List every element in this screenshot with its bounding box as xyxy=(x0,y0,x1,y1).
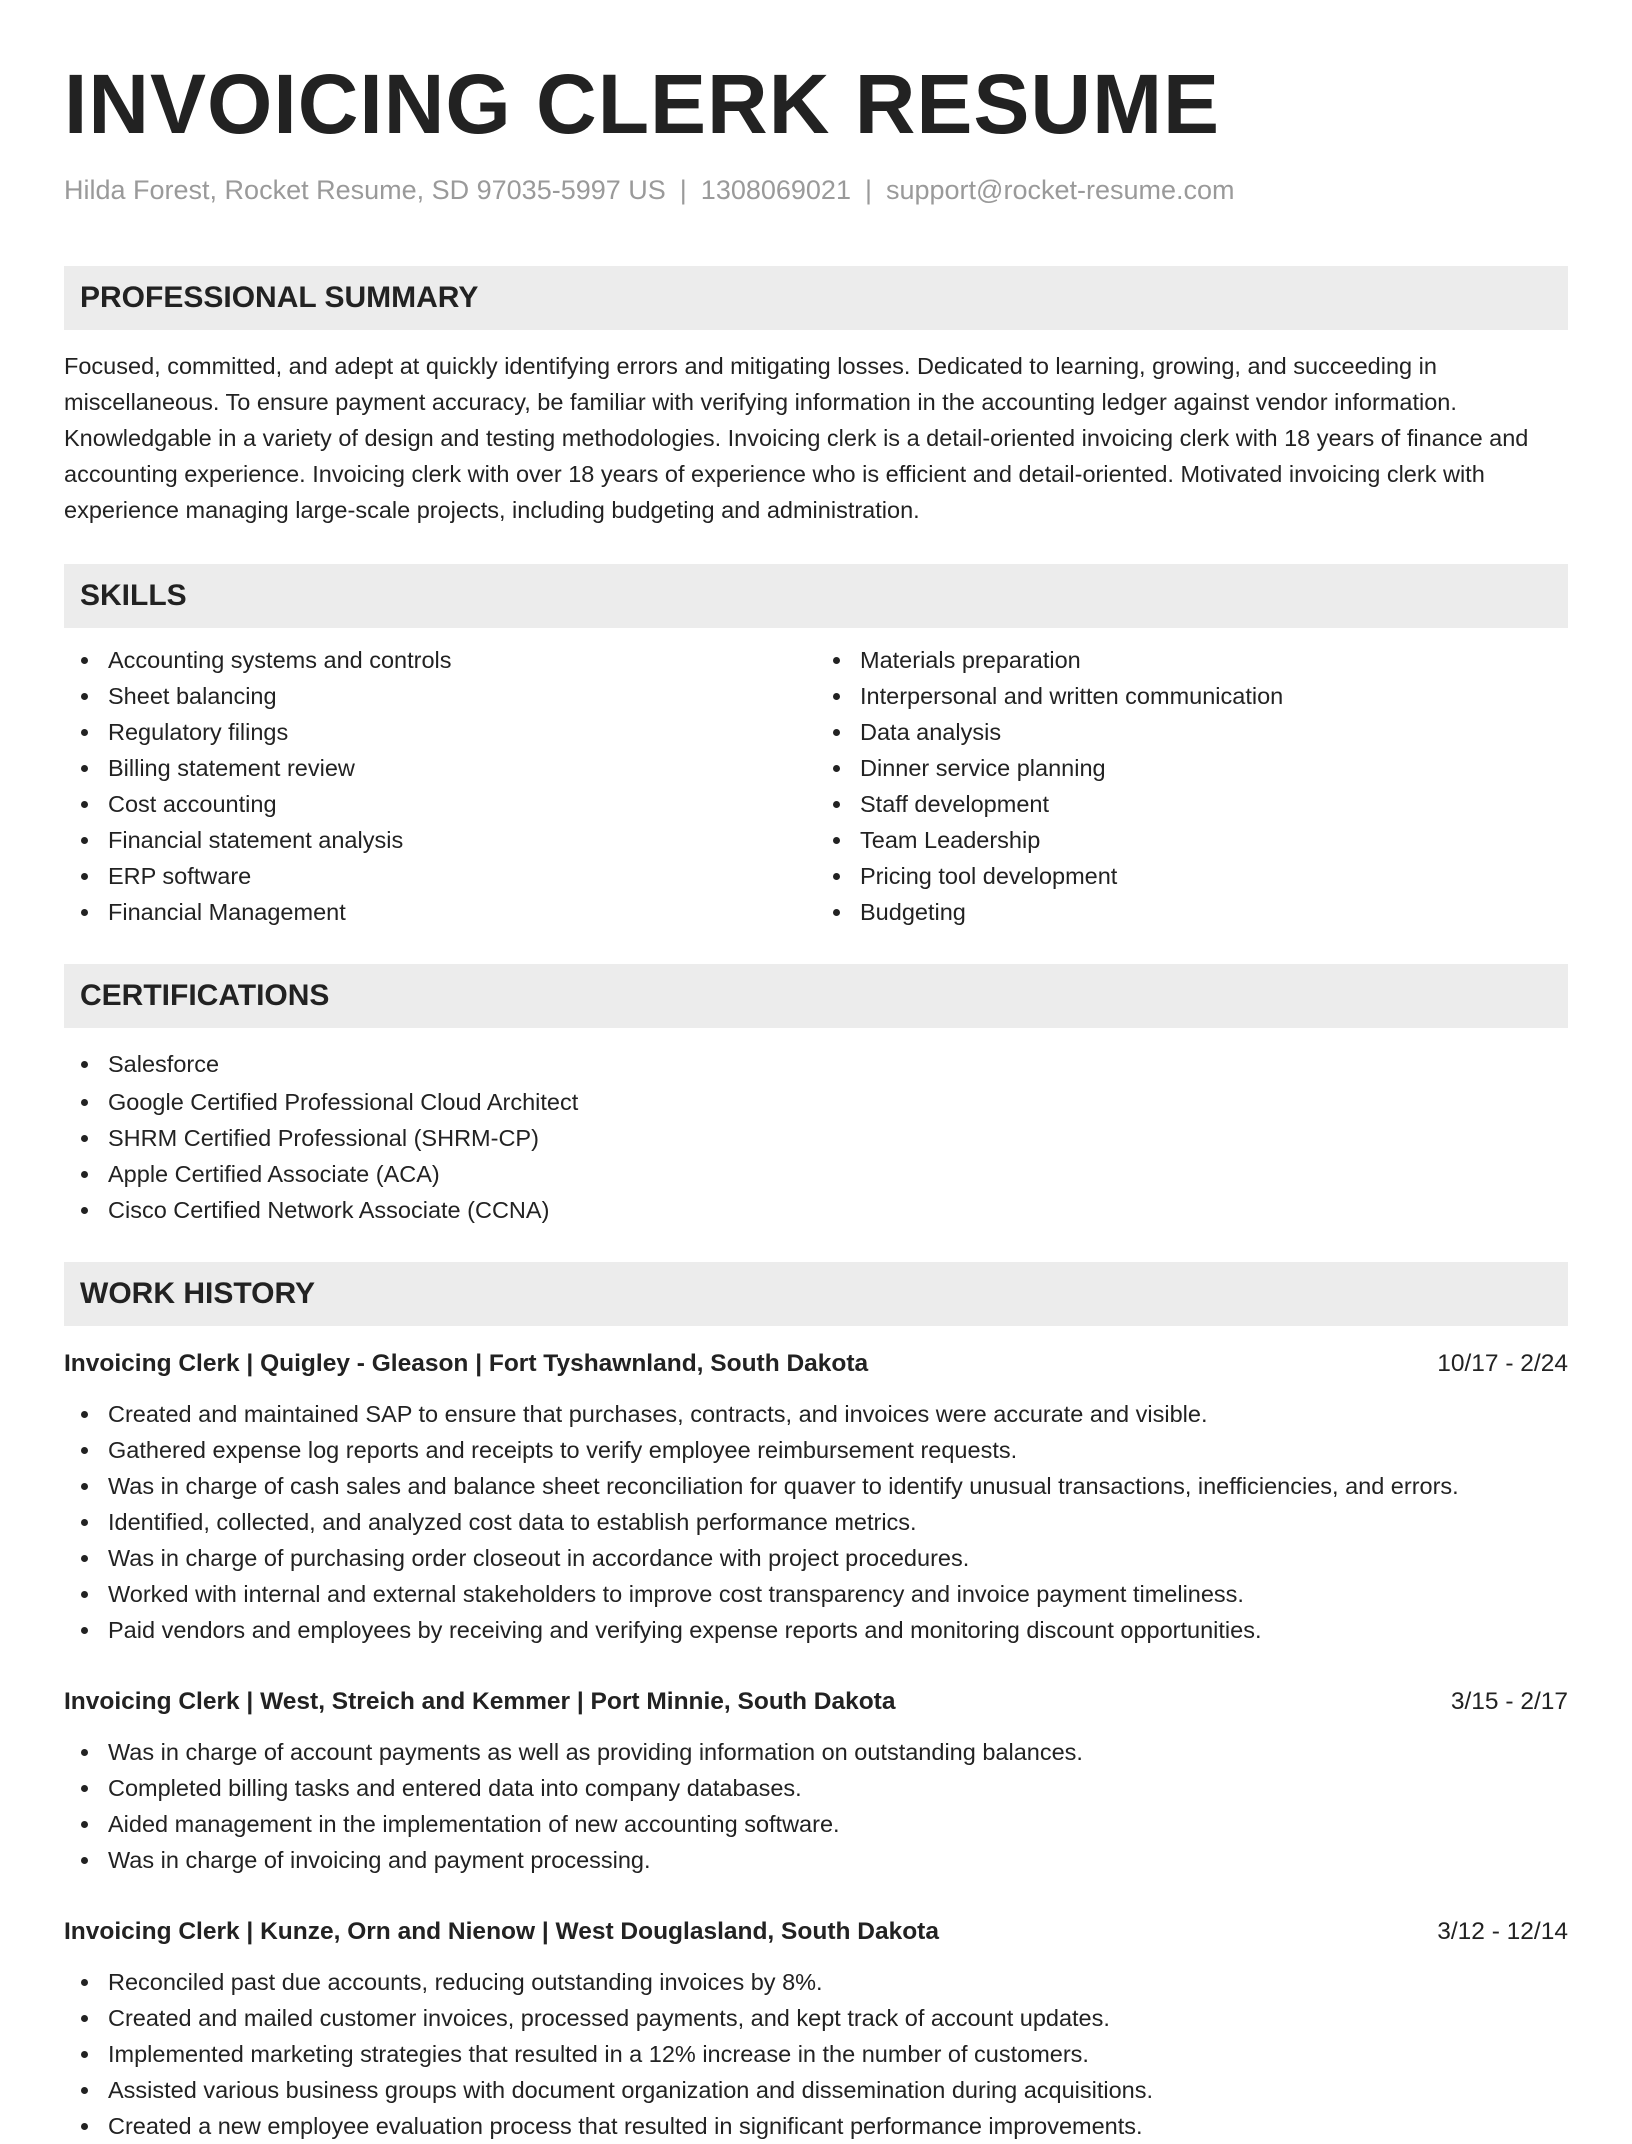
job-bullet: Created and mailed customer invoices, processed payments, and kept track of account updates. xyxy=(108,2000,1568,2036)
job-bullet: Was in charge of cash sales and balance sheet reconciliation for quaver to identify unusual transactions, inefficiencies, and errors. xyxy=(108,1468,1568,1504)
skills-columns xyxy=(64,642,1568,930)
job-title: Invoicing Clerk | Kunze, Orn and Nienow | West Douglasland, South Dakota xyxy=(64,1918,939,1945)
job-bullets xyxy=(64,1734,1568,1878)
job-bullet: Was in charge of account payments as well as providing information on outstanding balances. xyxy=(108,1734,1568,1770)
contact-separator: | xyxy=(864,175,872,205)
job-bullets xyxy=(64,1396,1568,1648)
skill-item: Staff development xyxy=(860,786,1568,822)
skill-item: ERP software xyxy=(108,858,816,894)
job-bullet: Paid vendors and employees by receiving and verifying expense reports and monitoring discount opportunities. xyxy=(108,1612,1568,1648)
job-bullet: Was in charge of invoicing and payment processing. xyxy=(108,1842,1568,1878)
certification-item: Salesforce xyxy=(108,1046,1568,1082)
summary-text: Focused, committed, and adept at quickly identifying errors and mitigating losses. Dedicated to learning, growing, and succeeding in miscellaneous. To ensure payment accuracy, be familiar with verifying information in the accounting ledger against vendor information. Knowledgable in a variety of design and testing methodologies. Invoicing clerk is a detail-oriented invoicing clerk with 18 years of finance and accounting experience. Invoicing clerk with over 18 years of experience who is efficient and detail-oriented. Motivated invoicing clerk with experience managing large-scale projects, including budgeting and administration. xyxy=(64,353,1529,523)
certification-item: Google Certified Professional Cloud Architect xyxy=(108,1084,1568,1120)
skill-item: Materials preparation xyxy=(860,642,1568,678)
job-header xyxy=(64,1914,1568,1950)
work-history-heading: WORK HISTORY xyxy=(64,1262,1568,1326)
job-dates: 10/17 - 2/24 xyxy=(1437,1350,1568,1377)
skill-item: Interpersonal and written communication xyxy=(860,678,1568,714)
job-title: Invoicing Clerk | West, Streich and Kemmer | Port Minnie, South Dakota xyxy=(64,1688,896,1715)
certification-item: Cisco Certified Network Associate (CCNA) xyxy=(108,1192,1568,1228)
skill-item: Financial statement analysis xyxy=(108,822,816,858)
skill-item: Accounting systems and controls xyxy=(108,642,816,678)
skills-heading: SKILLS xyxy=(64,564,1568,628)
job-bullets xyxy=(64,1964,1568,2144)
contact-address: Hilda Forest, Rocket Resume, SD 97035-5997 US xyxy=(64,175,666,205)
skill-item: Team Leadership xyxy=(860,822,1568,858)
certifications-heading: CERTIFICATIONS xyxy=(64,964,1568,1028)
job-bullet: Implemented marketing strategies that resulted in a 12% increase in the number of customers. xyxy=(108,2036,1568,2072)
skill-item: Regulatory filings xyxy=(108,714,816,750)
contact-email: support@rocket-resume.com xyxy=(885,175,1235,205)
skill-item: Budgeting xyxy=(860,894,1568,930)
skills-left-list xyxy=(64,642,816,930)
job-entry xyxy=(64,1914,1568,2144)
job-bullet: Created and maintained SAP to ensure that purchases, contracts, and invoices were accurate and visible. xyxy=(108,1396,1568,1432)
skill-item: Pricing tool development xyxy=(860,858,1568,894)
job-dates: 3/12 - 12/14 xyxy=(1437,1918,1568,1945)
certifications-list xyxy=(64,1046,1568,1228)
job-bullet: Completed billing tasks and entered data into company databases. xyxy=(108,1770,1568,1806)
job-dates: 3/15 - 2/17 xyxy=(1450,1688,1568,1715)
skill-item: Data analysis xyxy=(860,714,1568,750)
skill-item: Cost accounting xyxy=(108,786,816,822)
skills-right-list xyxy=(816,642,1568,930)
job-header xyxy=(64,1684,1568,1720)
skill-item: Sheet balancing xyxy=(108,678,816,714)
job-bullet: Identified, collected, and analyzed cost data to establish performance metrics. xyxy=(108,1504,1568,1540)
certification-item: SHRM Certified Professional (SHRM-CP) xyxy=(108,1120,1568,1156)
skill-item: Financial Management xyxy=(108,894,816,930)
job-bullet: Created a new employee evaluation process that resulted in significant performance improvements. xyxy=(108,2108,1568,2144)
job-bullet: Assisted various business groups with document organization and dissemination during acquisitions. xyxy=(108,2072,1568,2108)
certification-item: Apple Certified Associate (ACA) xyxy=(108,1156,1568,1192)
resume-title: INVOICING CLERK RESUME xyxy=(64,57,1221,151)
skill-item: Dinner service planning xyxy=(860,750,1568,786)
summary-heading: PROFESSIONAL SUMMARY xyxy=(64,266,1568,330)
contact-line xyxy=(64,170,1568,210)
contact-separator: | xyxy=(679,175,687,205)
job-entry xyxy=(64,1684,1568,1878)
job-bullet: Reconciled past due accounts, reducing outstanding invoices by 8%. xyxy=(108,1964,1568,2000)
job-bullet: Gathered expense log reports and receipts to verify employee reimbursement requests. xyxy=(108,1432,1568,1468)
job-bullet: Aided management in the implementation of new accounting software. xyxy=(108,1806,1568,1842)
job-bullet: Was in charge of purchasing order closeout in accordance with project procedures. xyxy=(108,1540,1568,1576)
skill-item: Billing statement review xyxy=(108,750,816,786)
contact-phone: 1308069021 xyxy=(700,175,851,205)
job-entry xyxy=(64,1346,1568,1648)
job-bullet: Worked with internal and external stakeholders to improve cost transparency and invoice payment timeliness. xyxy=(108,1576,1568,1612)
job-title: Invoicing Clerk | Quigley - Gleason | Fort Tyshawnland, South Dakota xyxy=(64,1350,869,1377)
job-header xyxy=(64,1346,1568,1382)
